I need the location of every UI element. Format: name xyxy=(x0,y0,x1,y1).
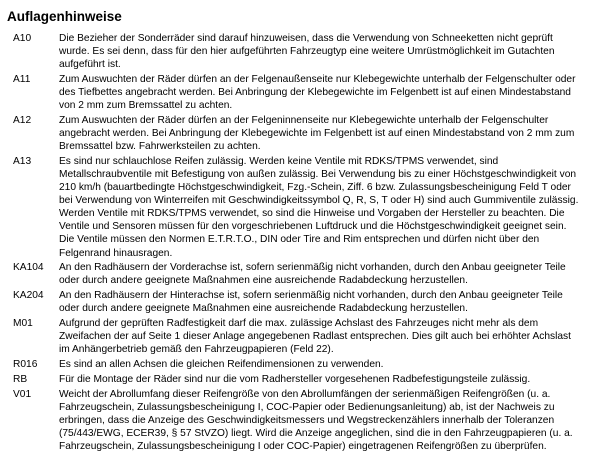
note-text-line: Zweifachen der auf Seite 1 dieser Anlage angegebenen Radlast entsprechen. Dies gilt auch bei erhöhter Achslast xyxy=(59,331,571,343)
note-item xyxy=(7,289,592,315)
note-text-line: erbringen, dass die Anzeige des Geschwindigkeitsmessers und Wegstreckenzählers innerhalb der Toleranzen xyxy=(59,414,555,426)
note-item xyxy=(7,358,592,371)
note-text xyxy=(59,388,592,453)
note-item xyxy=(7,32,592,71)
note-text-line: im Anhängerbetrieb gemäß den Fahrzeugpapieren (Feld 22). xyxy=(59,344,334,356)
note-text-line: Felgenrand hinausragen. xyxy=(59,247,173,259)
note-text xyxy=(59,289,592,315)
note-code: M01 xyxy=(13,318,33,330)
note-text-line: An den Radhäusern der Vorderachse ist, sofern serienmäßig nicht vorhanden, durch den Anbau geeigneter Teile xyxy=(59,262,566,274)
note-item xyxy=(7,388,592,453)
note-text-line: (75/443/EWG, ECER39, § 57 StVZO) liegt. Wird die Anzeige angeglichen, sind die in den Fahrzeugpapieren (u. a. xyxy=(59,427,573,439)
note-text-line: 210 km/h (bauartbedingte Höchstgeschwindigkeit, Fzg.-Schein, Ziff. 6 bzw. Zulassungsbescheinigung Feld T oder xyxy=(59,182,571,194)
note-text-line: des Tiefbettes angebracht werden. Bei Anbringung der Klebegewichte im Felgenbett ist auf einen Mindestabstand xyxy=(59,87,571,99)
note-text-line: Werden Ventile mit RDKS/TPMS verwendet, so sind die Hinweise und Vorgaben der Hersteller zu beachten. Die xyxy=(59,208,565,220)
note-code: RB xyxy=(13,373,28,385)
note-item xyxy=(7,114,592,153)
note-text xyxy=(59,155,592,260)
note-text xyxy=(59,261,592,287)
note-text-line: Weicht der Abrollumfang dieser Reifengröße von den Abrollumfängen der serienmäßigen Reifengrößen (u. a. xyxy=(59,388,551,400)
notes-list xyxy=(7,32,592,453)
note-text xyxy=(59,73,592,112)
note-text-line: Die Ventile müssen den Normen E.T.R.T.O., DIN oder Tire and Rim entsprechen und dürfen nicht über den xyxy=(59,234,540,246)
note-item xyxy=(7,155,592,260)
note-item xyxy=(7,73,592,112)
note-text-line: Bremssattel bzw. Fahrwerksteilen zu achten. xyxy=(59,141,261,153)
note-text-line: aufgeführt ist. xyxy=(59,59,121,71)
note-text-line: wurde. Es sei denn, dass für den hier aufgeführten Fahrzeugtyp eine weitere Umrüstmöglichkeit im Gutachten xyxy=(59,46,555,58)
note-text-line: Es sind an allen Achsen die gleichen Reifendimensionen zu verwenden. xyxy=(59,359,384,371)
section-heading: Auflagenhinweise xyxy=(7,9,122,24)
note-text-line: Zum Auswuchten der Räder dürfen an der Felgeninnenseite nur Klebegewichte unterhalb der Felgenschulter xyxy=(59,114,549,126)
note-text-line: angebracht werden. Bei Anbringung der Klebegewichte im Felgenbett ist auf einen Mindestabstand von 2 mm zum xyxy=(59,128,575,140)
note-text-line: oder durch andere geeignete Maßnahmen eine ausreichende Radabdeckung herzustellen. xyxy=(59,303,468,315)
note-text-line: oder durch andere geeignete Maßnahmen eine ausreichende Radabdeckung herzustellen. xyxy=(59,275,468,287)
note-text xyxy=(59,32,592,71)
note-code: V01 xyxy=(13,388,32,400)
note-text-line: Fahrzeugschein, Zulassungsbescheinigung I, COC-Papier oder Bedienungsanleitung) ab, ist der Nachweis zu xyxy=(59,401,555,413)
note-text-line: Ventile und Sensoren müssen für den vorgeschriebenen Luftdruck und die Höchstgeschwindigkeit geeignet sein. xyxy=(59,221,567,233)
note-text-line: von 2 mm zum Bremssattel zu achten. xyxy=(59,100,233,112)
note-text-line: Metallschraubventile mit Befestigung von außen zulässig. Bei Verwendung bis zu einer Höchstgeschwindigkeit von xyxy=(59,169,577,180)
note-item xyxy=(7,373,592,386)
note-text-line: Es sind nur schlauchlose Reifen zulässig. Werden keine Ventile mit RDKS/TPMS verwendet, sind xyxy=(59,155,499,167)
note-code: A10 xyxy=(13,33,32,44)
note-code: A12 xyxy=(13,114,32,126)
note-code: KA204 xyxy=(13,290,44,302)
note-text-line: Aufgrund der geprüften Radfestigkeit darf die max. zulässige Achslast des Fahrzeuges nicht mehr als dem xyxy=(59,318,539,330)
note-text xyxy=(59,114,592,153)
note-code: A13 xyxy=(13,155,32,167)
note-text-line: Fahrzeugschein, Zulassungsbescheinigung I oder COC-Papier) eingetragenen Reifengrößen zu überprüfen. xyxy=(59,441,547,452)
note-text-line: Zum Auswuchten der Räder dürfen an der Felgenaußenseite nur Klebegewichte unterhalb der Felgenschulter oder xyxy=(59,73,576,85)
note-text-line: bei Verwendung von Winterreifen mit Geschwindigkeitssymbol Q, R, S, T oder H) sind auch Gummiventile zulässig. xyxy=(59,195,579,207)
note-item xyxy=(7,317,592,356)
note-text-line: Die Bezieher der Sonderräder sind darauf hinzuweisen, dass die Verwendung von Schneeketten nicht geprüft xyxy=(59,33,553,44)
note-code: KA104 xyxy=(13,262,44,274)
note-code: A11 xyxy=(13,73,31,85)
note-text-line: Für die Montage der Räder sind nur die vom Radhersteller vorgesehenen Radbefestigungsteile zulässig. xyxy=(59,373,531,385)
note-code: R016 xyxy=(13,359,38,371)
note-text xyxy=(59,358,592,371)
note-text xyxy=(59,373,592,386)
note-item xyxy=(7,261,592,287)
note-text-line: An den Radhäusern der Hinterachse ist, sofern serienmäßig nicht vorhanden, durch den Anbau geeigneter Teile xyxy=(59,290,563,302)
note-text xyxy=(59,317,592,356)
